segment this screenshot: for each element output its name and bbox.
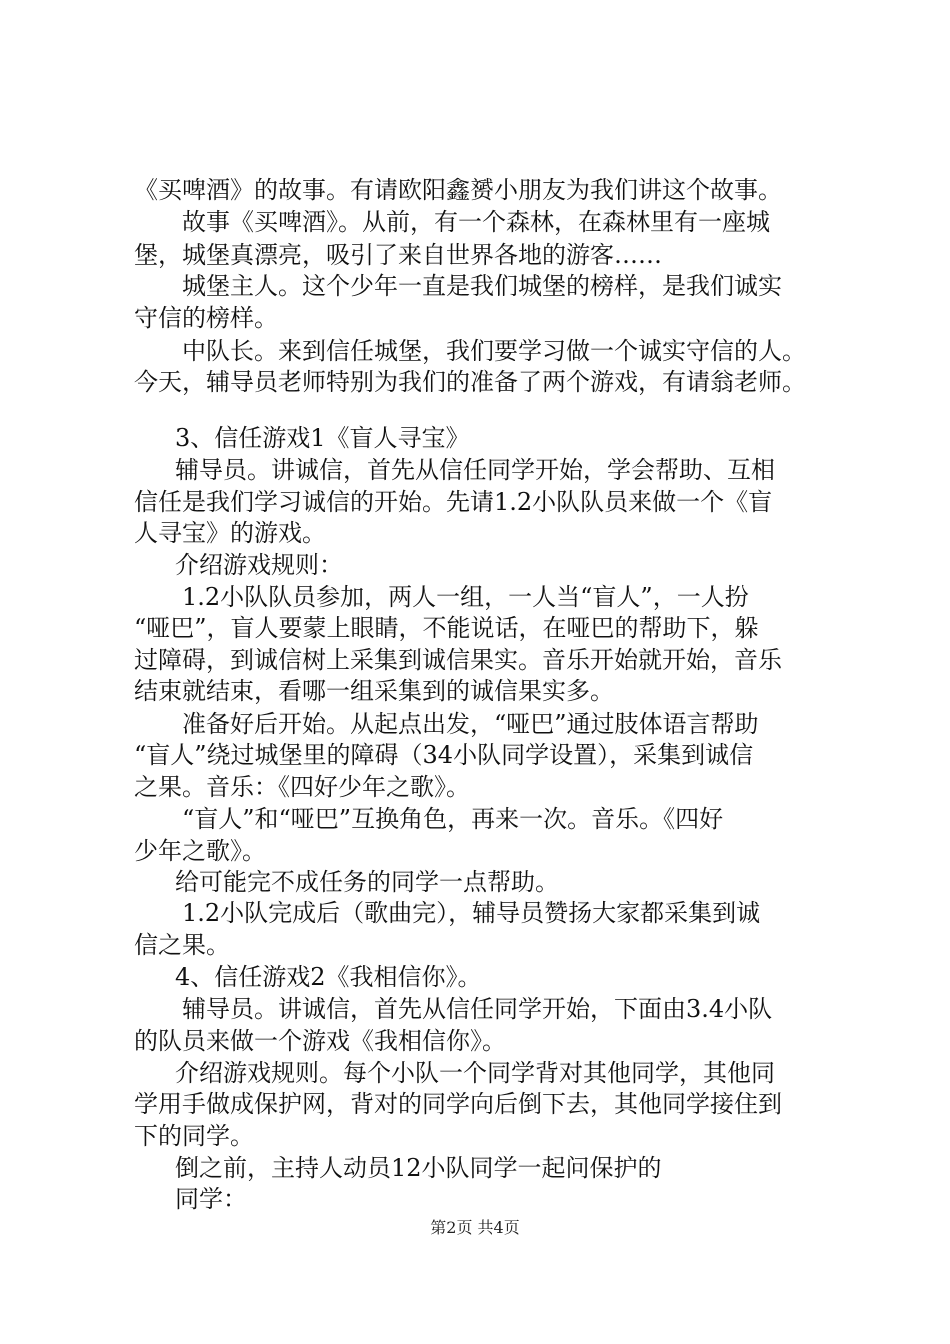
text-line: 学用手做成保护网，背对的同学向后倒下去，其他同学接住到 bbox=[134, 1090, 782, 1118]
page-footer: 第2页 共4页 bbox=[430, 1218, 520, 1237]
text-line: 辅导员。讲诚信，首先从信任同学开始，下面由3.4小队 bbox=[182, 995, 773, 1023]
text-line: “盲人”和“哑巴”互换角色，再来一次。音乐。《四好 bbox=[182, 805, 724, 833]
text-line: 介绍游戏规则： bbox=[175, 551, 343, 579]
text-line: 辅导员。讲诚信，首先从信任同学开始，学会帮助、互相 bbox=[175, 456, 775, 484]
text-line: 信任是我们学习诚信的开始。先请1.2小队队员来做一个《盲 bbox=[134, 488, 773, 516]
text-line: 介绍游戏规则。每个小队一个同学背对其他同学，其他同 bbox=[175, 1059, 775, 1087]
text-line: 堡，城堡真漂亮，吸引了来自世界各地的游客…… bbox=[134, 241, 662, 269]
text-line: 1.2小队队员参加，两人一组，一人当“盲人”，一人扮 bbox=[182, 583, 749, 611]
text-line: 倒之前，主持人动员12小队同学一起问保护的 bbox=[175, 1154, 662, 1182]
text-line: “哑巴”，盲人要蒙上眼睛，不能说话，在哑巴的帮助下，躲 bbox=[134, 614, 759, 642]
text-line: “盲人”绕过城堡里的障碍（34小队同学设置），采集到诚信 bbox=[134, 741, 754, 769]
text-line: 人寻宝》的游戏。 bbox=[134, 519, 326, 547]
text-line: 今天，辅导员老师特别为我们的准备了两个游戏，有请翁老师。 bbox=[134, 368, 806, 396]
text-line: 信之果。 bbox=[134, 931, 230, 959]
text-line: 少年之歌》。 bbox=[134, 837, 266, 865]
text-line: 结束就结束，看哪一组采集到的诚信果实多。 bbox=[134, 677, 614, 705]
text-line: 准备好后开始。从起点出发，“哑巴”通过肢体语言帮助 bbox=[182, 710, 759, 738]
text-line: 之果。音乐：《四好少年之歌》。 bbox=[134, 773, 470, 801]
text-line: 故事《买啤酒》。从前，有一个森林，在森林里有一座城 bbox=[182, 208, 770, 236]
text-line: 给可能完不成任务的同学一点帮助。 bbox=[175, 868, 559, 896]
text-line: 《买啤酒》的故事。有请欧阳鑫赟小朋友为我们讲这个故事。 bbox=[134, 176, 782, 204]
text-line: 守信的榜样。 bbox=[134, 304, 278, 332]
section-heading: 4、信任游戏2《我相信你》。 bbox=[175, 963, 482, 991]
text-line: 过障碍，到诚信树上采集到诚信果实。音乐开始就开始，音乐 bbox=[134, 646, 782, 674]
text-line: 同学： bbox=[175, 1185, 247, 1213]
text-line: 城堡主人。这个少年一直是我们城堡的榜样，是我们诚实 bbox=[182, 272, 782, 300]
section-heading: 3、信任游戏1《盲人寻宝》 bbox=[175, 424, 470, 452]
text-line: 下的同学。 bbox=[134, 1122, 254, 1150]
text-line: 中队长。来到信任城堡，我们要学习做一个诚实守信的人。 bbox=[182, 337, 806, 365]
text-line: 的队员来做一个游戏《我相信你》。 bbox=[134, 1027, 506, 1055]
text-line: 1.2小队完成后（歌曲完），辅导员赞扬大家都采集到诚 bbox=[182, 899, 761, 927]
